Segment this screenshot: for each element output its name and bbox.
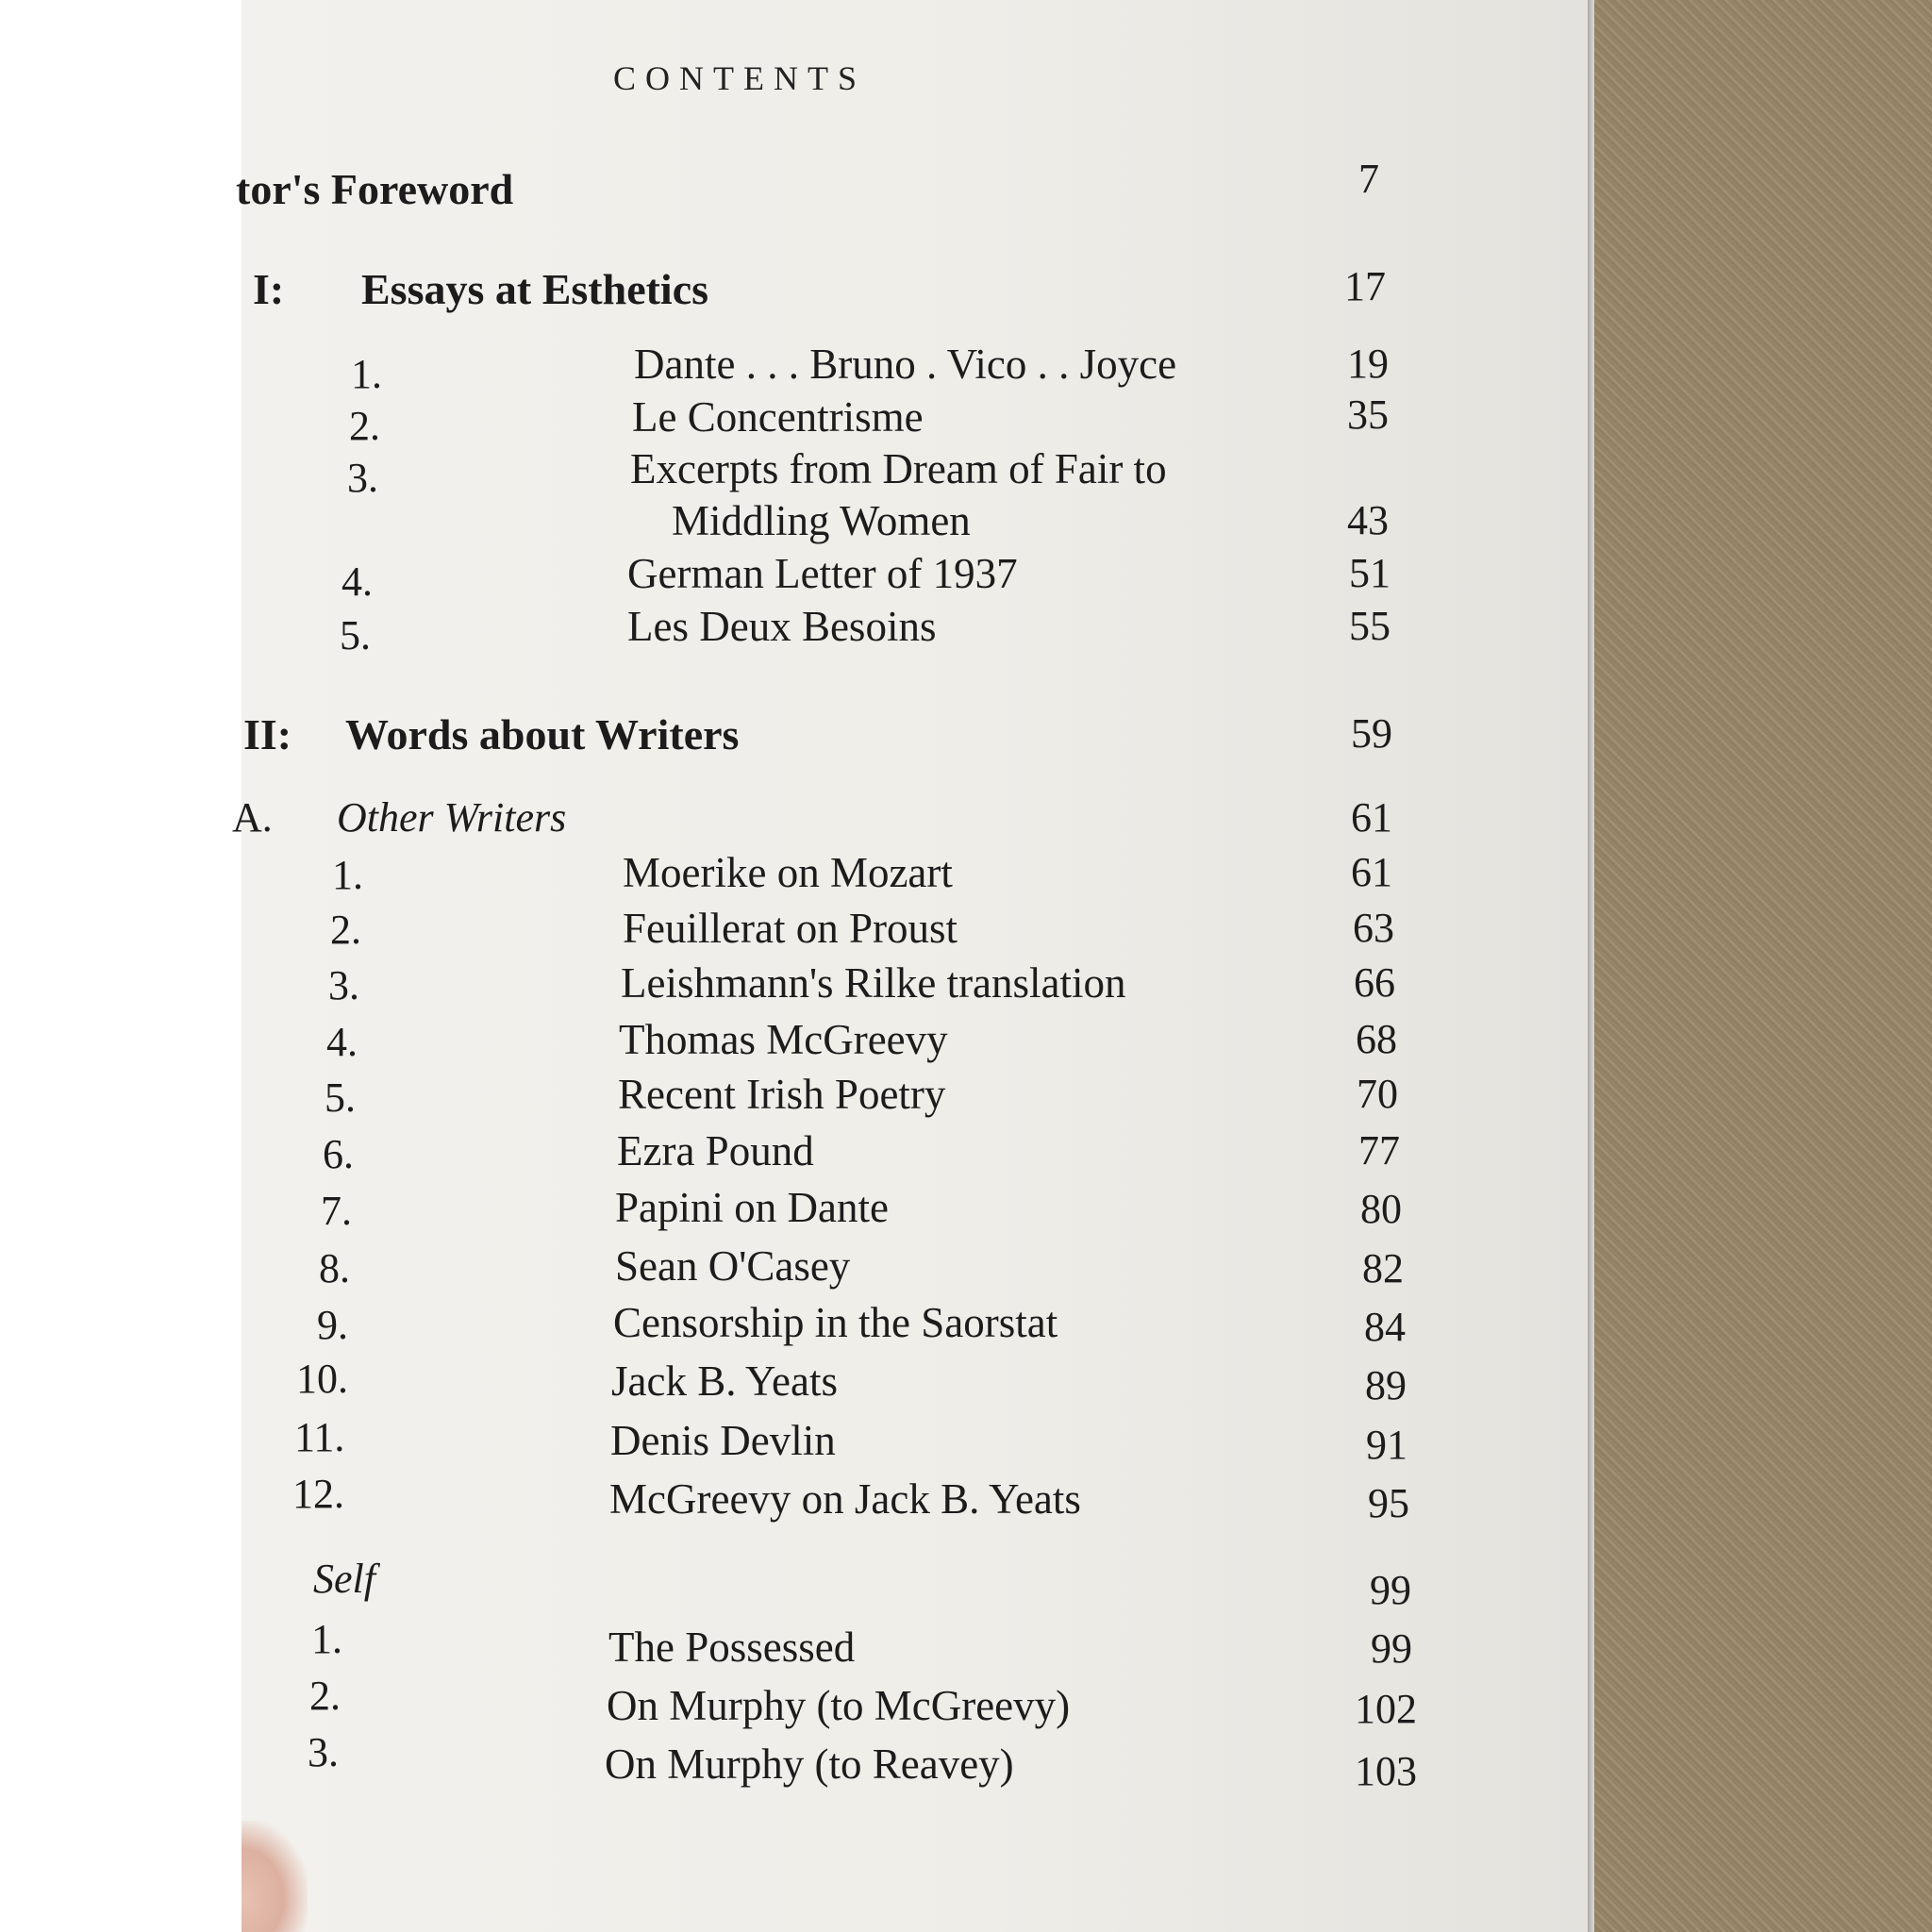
sub-a-item-page: 84 [1364,1304,1406,1350]
left-background [0,0,242,1932]
sub-b-item-page: 99 [1371,1625,1412,1672]
part1-item-title-continued: Middling Women [672,497,971,544]
sub-a-item-title: Recent Irish Poetry [618,1071,946,1118]
part2-number: II: [243,710,292,758]
sub-a-item-page: 66 [1354,959,1395,1006]
sub-a-item-number: 2. [330,907,361,953]
sub-a-item-page: 68 [1356,1016,1397,1062]
part1-item-title: Excerpts from Dream of Fair to [630,445,1167,492]
part2-title: Words about Writers [345,710,740,758]
sub-a-item-page: 77 [1358,1127,1400,1174]
sub-a-item-number: 12. [292,1471,344,1517]
part1-item-number: 5. [340,612,371,658]
sub-a-item-title: Feuillerat on Proust [623,905,958,952]
sub-a-item-page: 70 [1357,1071,1398,1117]
part1-page: 17 [1344,263,1386,309]
sub-b-item-number: 1. [311,1616,342,1662]
contents-heading: CONTENTS [613,59,866,97]
subsection-b-page: 99 [1370,1567,1411,1613]
sub-a-item-number: 9. [317,1302,348,1348]
sub-b-item-number: 2. [309,1673,341,1719]
foreword-label: tor's Foreword [236,165,514,213]
fabric-background [1585,0,1932,1932]
part1-item-page: 55 [1349,603,1391,649]
part1-item-page: 51 [1349,550,1391,596]
sub-a-item-page: 82 [1362,1245,1404,1291]
sub-a-item-number: 7. [321,1188,352,1234]
sub-a-item-title: Papini on Dante [615,1184,889,1231]
sub-a-item-page: 95 [1368,1480,1409,1526]
sub-a-item-title: McGreevy on Jack B. Yeats [609,1475,1081,1523]
part1-item-number: 4. [341,558,373,605]
part1-item-title: Les Deux Besoins [627,603,937,650]
subsection-b-title: Self [313,1556,375,1602]
sub-a-item-number: 8. [319,1245,350,1291]
sub-a-item-title: Ezra Pound [617,1127,814,1174]
sub-a-item-number: 11. [294,1414,345,1460]
part1-item-title: Le Concentrisme [632,393,924,441]
part1-item-page: 43 [1347,497,1389,543]
sub-a-item-number: 10. [296,1356,348,1402]
sub-a-item-number: 4. [326,1019,358,1065]
subsection-a-letter: A. [232,794,273,841]
foreword-page: 7 [1358,156,1379,202]
sub-b-item-title: On Murphy (to Reavey) [605,1740,1014,1788]
sub-a-item-title: Denis Devlin [610,1417,836,1464]
sub-a-item-page: 89 [1365,1362,1407,1408]
sub-a-item-title: Censorship in the Saorstat [613,1299,1058,1346]
part1-item-page: 35 [1347,391,1389,438]
part1-item-title: German Letter of 1937 [627,550,1018,597]
part1-item-title: Dante . . . Bruno . Vico . . Joyce [634,341,1177,388]
sub-a-item-title: Thomas McGreevy [619,1016,948,1063]
sub-a-item-number: 6. [323,1131,354,1177]
sub-a-item-title: Moerike on Mozart [623,849,953,896]
part1-item-number: 1. [351,351,382,397]
part2-page: 59 [1351,710,1392,757]
page-edge-shadow [1588,0,1595,1932]
subsection-a-page: 61 [1351,794,1392,841]
sub-a-item-page: 80 [1360,1186,1402,1232]
sub-b-item-title: On Murphy (to McGreevy) [607,1682,1071,1729]
part1-number: I: [253,265,285,313]
part1-item-number: 3. [347,455,378,501]
part1-title: Essays at Esthetics [361,265,709,313]
sub-b-item-page: 103 [1355,1748,1417,1794]
sub-a-item-number: 1. [332,852,363,898]
part1-item-page: 19 [1347,341,1389,387]
sub-a-item-number: 5. [325,1074,356,1121]
sub-b-item-number: 3. [308,1729,339,1775]
sub-a-item-title: Leishmann's Rilke translation [621,959,1126,1007]
sub-a-item-title: Jack B. Yeats [611,1357,839,1405]
sub-a-item-page: 61 [1351,849,1392,895]
finger-thumb [242,1821,308,1932]
subsection-a-title: Other Writers [337,794,567,841]
sub-b-item-page: 102 [1355,1686,1417,1732]
sub-a-item-page: 91 [1366,1422,1407,1468]
sub-a-item-number: 3. [328,962,359,1008]
sub-a-item-page: 63 [1353,905,1394,951]
sub-a-item-title: Sean O'Casey [615,1242,851,1290]
part1-item-number: 2. [349,403,380,449]
sub-b-item-title: The Possessed [608,1624,856,1671]
